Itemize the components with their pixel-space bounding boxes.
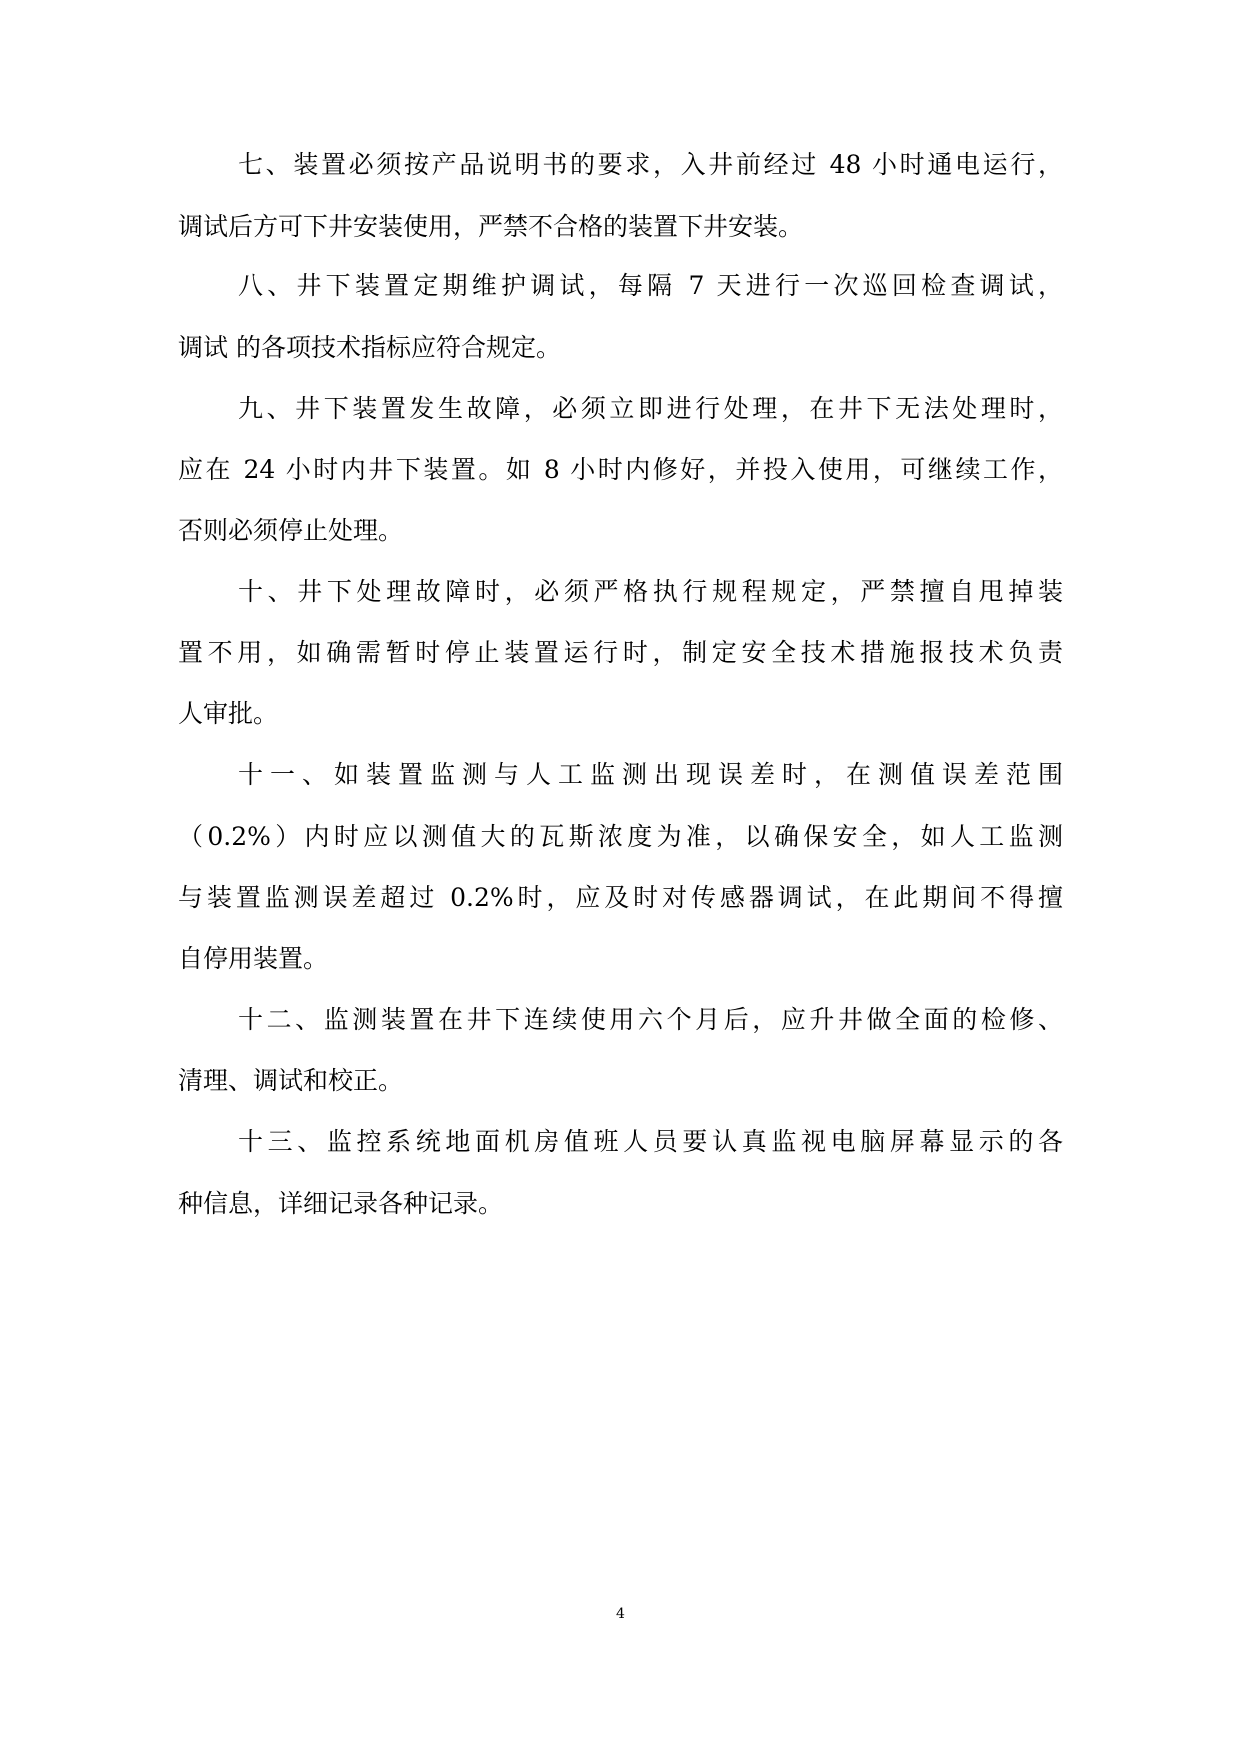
paragraph-line: 种信息，详细记录各种记录。 — [178, 1189, 504, 1218]
paragraph-line: 人审批。 — [178, 699, 279, 728]
paragraph-line: （0.2%）内时应以测值大的瓦斯浓度为准，以确保安全，如人工监测 — [178, 822, 1063, 851]
paragraph-line: 清理、调试和校正。 — [178, 1066, 404, 1095]
paragraph-line: 十三、监控系统地面机房值班人员要认真监视电脑屏幕显示的各 — [238, 1127, 1063, 1156]
paragraph-line: 八、井下装置定期维护调试，每隔 7 天进行一次巡回检查调试， — [238, 271, 1063, 300]
paragraph-line: 九、井下装置发生故障，必须立即进行处理，在井下无法处理时， — [238, 394, 1063, 423]
paragraph-line: 十、井下处理故障时，必须严格执行规程规定，严禁擅自甩掉装 — [238, 577, 1063, 606]
paragraph-line: 否则必须停止处理。 — [178, 516, 404, 545]
paragraph-line: 十一、如装置监测与人工监测出现误差时，在测值误差范围 — [238, 760, 1063, 789]
paragraph-line: 与装置监测误差超过 0.2%时，应及时对传感器调试，在此期间不得擅 — [178, 883, 1063, 912]
paragraph-line: 七、装置必须按产品说明书的要求，入井前经过 48 小时通电运行， — [238, 150, 1063, 179]
paragraph-line: 自停用装置。 — [178, 944, 329, 973]
paragraph-line: 十二、监测装置在井下连续使用六个月后，应升井做全面的检修、 — [238, 1005, 1063, 1034]
paragraph-line: 调试 的各项技术指标应符合规定。 — [178, 333, 561, 362]
paragraph-line: 置不用，如确需暂时停止装置运行时，制定安全技术措施报技术负责 — [178, 638, 1063, 667]
paragraph-line: 调试后方可下井安装使用，严禁不合格的装置下井安装。 — [178, 212, 804, 241]
page-number: 4 — [616, 1606, 625, 1622]
paragraph-line: 应在 24 小时内井下装置。如 8 小时内修好，并投入使用，可继续工作， — [178, 455, 1063, 484]
